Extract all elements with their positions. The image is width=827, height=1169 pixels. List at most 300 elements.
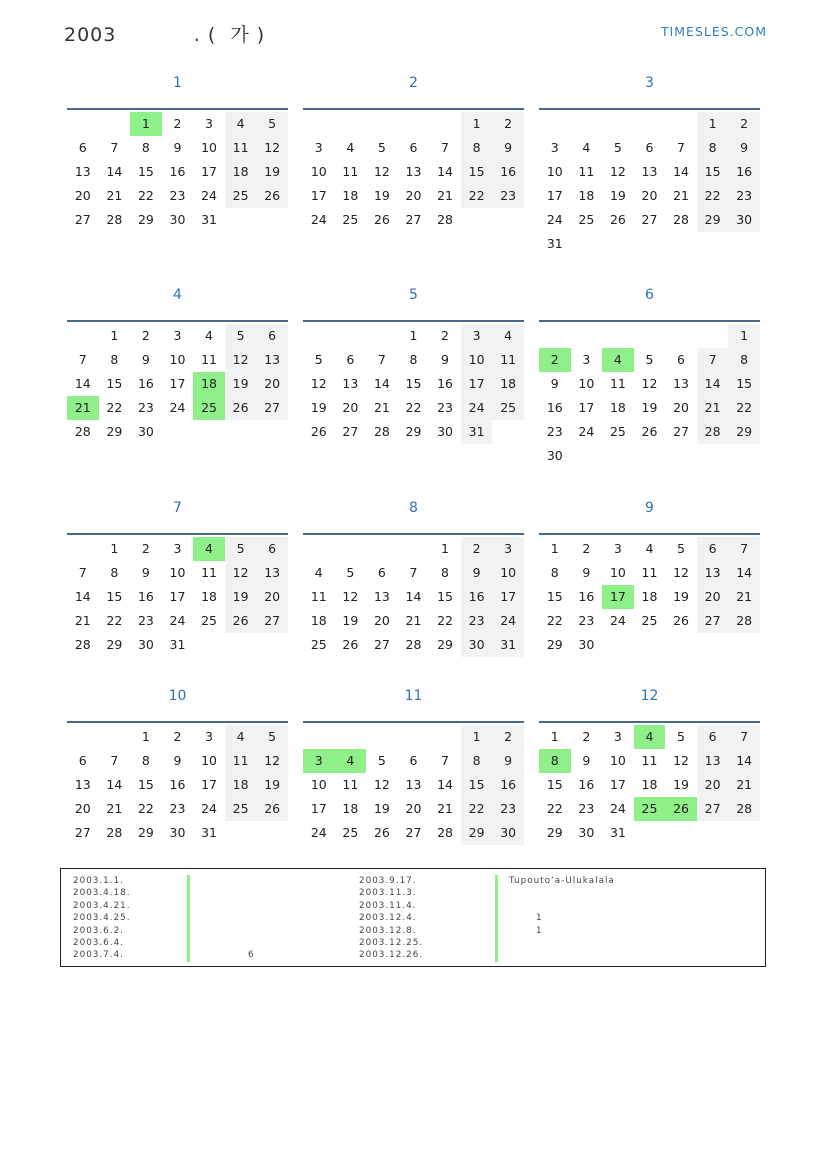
day-cell: 21 [728, 585, 760, 609]
legend-holiday-marker [495, 887, 498, 899]
month-grid [303, 721, 524, 845]
day-cell: 12 [256, 749, 288, 773]
day-cell-empty [67, 112, 99, 136]
day-cell: 29 [437, 637, 453, 652]
day-cell: 11 [609, 376, 626, 391]
day-cell: 13 [405, 777, 422, 792]
day-cell: 18 [641, 777, 658, 792]
day-cell: 9 [550, 376, 559, 391]
day-cell: 18 [201, 589, 217, 604]
day-cell: 12 [641, 376, 658, 391]
day-cell-empty [634, 324, 666, 348]
day-cell: 22 [437, 613, 453, 628]
day-cell: 18 [492, 372, 524, 396]
day-cell: 24 [169, 400, 186, 415]
day-cell-empty [335, 112, 367, 136]
day-cell: 29 [546, 825, 563, 840]
day-cell: 28 [373, 424, 390, 439]
day-cell: 17 [310, 801, 327, 816]
day-cell: 1 [728, 324, 760, 348]
day-cell: 13 [673, 376, 689, 391]
day-cell: 9 [582, 565, 591, 580]
day-cell: 24 [609, 613, 626, 628]
day-cell: 13 [641, 164, 658, 179]
day-cell-empty [303, 112, 335, 136]
day-cell: 14 [373, 376, 390, 391]
day-cell: 19 [310, 400, 327, 415]
day-cell: 28 [405, 637, 422, 652]
month-11 [303, 686, 524, 840]
day-cell: 8 [110, 565, 119, 580]
day-cell: 31 [201, 212, 217, 227]
legend-row [359, 900, 423, 912]
legend-date: 2003.6.2. [73, 925, 124, 936]
day-cell: 2 [141, 541, 150, 556]
day-cell: 24 [310, 825, 327, 840]
day-cell: 6 [677, 352, 685, 367]
legend-holiday-name: 1 [536, 913, 543, 924]
day-cell: 16 [546, 400, 563, 415]
day-cell-empty [697, 324, 729, 348]
legend-left-column [73, 875, 255, 962]
day-cell: 7 [441, 140, 449, 155]
day-cell-empty [303, 324, 335, 348]
month-4 [67, 285, 288, 439]
day-cell: 28 [106, 825, 123, 840]
legend-holiday-marker [187, 949, 190, 961]
day-cell: 20 [697, 773, 729, 797]
day-cell: 17 [310, 188, 327, 203]
holiday-day-cell: 8 [539, 749, 571, 773]
day-cell: 16 [169, 777, 186, 792]
day-cell: 14 [74, 376, 91, 391]
day-cell: 21 [437, 801, 453, 816]
day-cell: 28 [437, 825, 453, 840]
day-cell: 7 [377, 352, 386, 367]
month-10 [67, 686, 288, 840]
day-cell: 18 [342, 801, 359, 816]
day-cell: 27 [697, 797, 729, 821]
legend-date: 2003.12.8. [359, 925, 417, 936]
holiday-day-cell: 2 [539, 348, 571, 372]
day-cell: 22 [106, 613, 123, 628]
day-cell: 17 [169, 589, 186, 604]
day-cell: 7 [728, 537, 760, 561]
month-title: 10 [168, 688, 187, 704]
day-cell: 2 [492, 725, 524, 749]
month-7 [67, 498, 288, 652]
day-cell: 13 [256, 561, 288, 585]
day-cell: 26 [373, 212, 390, 227]
day-cell: 1 [409, 328, 418, 343]
day-cell-empty [571, 324, 603, 348]
day-cell: 16 [137, 589, 154, 604]
day-cell: 31 [492, 633, 524, 657]
day-cell: 24 [201, 188, 217, 203]
day-cell: 31 [609, 825, 626, 840]
day-cell: 9 [582, 753, 591, 768]
day-cell: 12 [225, 561, 257, 585]
day-cell: 7 [78, 565, 87, 580]
day-cell: 18 [342, 188, 359, 203]
day-cell: 2 [173, 116, 182, 131]
month-grid [67, 320, 288, 444]
day-cell: 7 [409, 565, 418, 580]
day-cell: 12 [673, 565, 689, 580]
day-cell: 30 [137, 637, 154, 652]
day-cell: 13 [342, 376, 359, 391]
day-cell-empty [99, 112, 131, 136]
day-cell: 12 [342, 589, 359, 604]
day-cell: 16 [728, 160, 760, 184]
day-cell: 29 [106, 424, 123, 439]
day-cell: 24 [169, 613, 186, 628]
day-cell: 14 [437, 777, 453, 792]
day-cell: 30 [437, 424, 453, 439]
day-cell: 8 [728, 348, 760, 372]
day-cell: 16 [492, 773, 524, 797]
day-cell: 6 [645, 140, 654, 155]
day-cell: 22 [546, 613, 563, 628]
day-cell: 12 [310, 376, 327, 391]
day-cell-empty [366, 537, 398, 561]
day-cell: 21 [728, 773, 760, 797]
day-cell: 11 [641, 753, 658, 768]
day-cell: 4 [314, 565, 323, 580]
legend-date: 2003.7.4. [73, 950, 124, 961]
day-cell: 10 [609, 753, 626, 768]
day-cell: 30 [578, 825, 595, 840]
day-cell: 7 [441, 753, 449, 768]
day-cell-empty [665, 324, 697, 348]
day-cell: 20 [342, 400, 359, 415]
day-cell: 10 [169, 565, 186, 580]
day-cell: 24 [492, 609, 524, 633]
day-cell: 14 [728, 561, 760, 585]
page-title: 2003 . ( 가 ) [64, 24, 266, 46]
day-cell: 15 [106, 376, 123, 391]
day-cell: 4 [645, 541, 654, 556]
day-cell: 20 [673, 400, 689, 415]
day-cell: 11 [201, 565, 217, 580]
day-cell: 23 [137, 613, 154, 628]
day-cell: 5 [377, 140, 386, 155]
day-cell: 30 [137, 424, 154, 439]
day-cell: 1 [550, 541, 559, 556]
day-cell: 8 [461, 136, 493, 160]
day-cell: 8 [461, 749, 493, 773]
holiday-day-cell: 25 [193, 396, 225, 420]
day-cell: 27 [641, 212, 658, 227]
day-cell: 21 [697, 396, 729, 420]
day-cell: 17 [492, 585, 524, 609]
day-cell: 11 [225, 749, 257, 773]
day-cell: 21 [673, 188, 689, 203]
day-cell: 18 [578, 188, 595, 203]
day-cell: 15 [546, 777, 563, 792]
month-5 [303, 285, 524, 439]
legend-holiday-marker [187, 937, 190, 949]
day-cell: 2 [173, 729, 182, 744]
day-cell: 1 [141, 729, 150, 744]
month-title: 8 [409, 500, 418, 516]
day-cell: 21 [106, 188, 123, 203]
day-cell: 4 [582, 140, 591, 155]
day-cell: 10 [492, 561, 524, 585]
day-cell: 16 [437, 376, 453, 391]
day-cell: 10 [461, 348, 493, 372]
day-cell: 19 [373, 801, 390, 816]
month-grid [539, 320, 760, 468]
day-cell-empty [539, 324, 571, 348]
day-cell: 22 [137, 801, 154, 816]
day-cell: 27 [74, 212, 91, 227]
day-cell: 24 [310, 212, 327, 227]
legend-holiday-marker [495, 937, 498, 949]
holiday-day-cell: 18 [193, 372, 225, 396]
day-cell: 9 [728, 136, 760, 160]
month-title: 5 [409, 287, 418, 303]
day-cell: 20 [405, 801, 422, 816]
month-grid [67, 533, 288, 657]
day-cell: 8 [550, 565, 559, 580]
day-cell-empty [398, 537, 430, 561]
day-cell: 16 [492, 160, 524, 184]
day-cell: 28 [728, 797, 760, 821]
day-cell: 31 [169, 637, 186, 652]
month-grid [539, 533, 760, 657]
day-cell: 14 [74, 589, 91, 604]
month-9 [539, 498, 760, 652]
day-cell-empty [303, 537, 335, 561]
day-cell: 14 [405, 589, 422, 604]
legend-date: 2003.4.21. [73, 900, 131, 911]
day-cell: 23 [578, 801, 595, 816]
day-cell: 5 [225, 537, 257, 561]
day-cell: 15 [437, 589, 453, 604]
day-cell: 17 [609, 777, 626, 792]
day-cell: 12 [373, 777, 390, 792]
month-title: 2 [409, 75, 418, 91]
legend-holiday-marker [495, 949, 498, 961]
month-title: 9 [645, 500, 654, 516]
day-cell: 20 [74, 188, 91, 203]
day-cell-empty [602, 324, 634, 348]
day-cell: 29 [546, 637, 563, 652]
day-cell: 26 [256, 797, 288, 821]
day-cell: 15 [106, 589, 123, 604]
day-cell: 19 [641, 400, 658, 415]
holiday-day-cell: 4 [193, 537, 225, 561]
day-cell-empty [429, 725, 461, 749]
day-cell: 27 [673, 424, 689, 439]
day-cell: 3 [550, 140, 559, 155]
day-cell: 18 [609, 400, 626, 415]
day-cell: 21 [373, 400, 390, 415]
day-cell: 6 [346, 352, 355, 367]
month-8 [303, 498, 524, 652]
day-cell: 29 [137, 825, 154, 840]
day-cell: 25 [310, 637, 327, 652]
legend-row [73, 900, 131, 912]
day-cell: 25 [225, 797, 257, 821]
day-cell: 17 [546, 188, 563, 203]
site-link[interactable]: TIMESLES.COM [660, 24, 767, 39]
day-cell: 30 [169, 212, 186, 227]
day-cell: 17 [201, 777, 217, 792]
day-cell: 14 [106, 777, 123, 792]
legend-holiday-marker [495, 925, 498, 937]
day-cell: 19 [342, 613, 359, 628]
day-cell: 18 [225, 160, 257, 184]
day-cell: 30 [169, 825, 186, 840]
day-cell: 3 [173, 541, 182, 556]
day-cell: 12 [609, 164, 626, 179]
legend-row [73, 887, 131, 899]
day-cell: 19 [609, 188, 626, 203]
day-cell: 8 [697, 136, 729, 160]
day-cell: 25 [342, 825, 359, 840]
day-cell: 26 [342, 637, 359, 652]
month-grid [303, 108, 524, 232]
month-2 [303, 73, 524, 227]
day-cell: 4 [492, 324, 524, 348]
legend-holiday-marker [187, 900, 190, 912]
legend-date: 2003.6.4. [73, 937, 124, 948]
day-cell: 15 [546, 589, 563, 604]
legend-holiday-marker [495, 900, 498, 912]
month-title: 7 [173, 500, 182, 516]
day-cell: 6 [409, 140, 418, 155]
day-cell-empty [539, 112, 571, 136]
day-cell: 5 [377, 753, 386, 768]
legend-holiday-name: 6 [248, 950, 255, 961]
day-cell: 10 [310, 164, 327, 179]
legend-row [359, 949, 423, 961]
month-title: 12 [640, 688, 659, 704]
day-cell: 11 [492, 348, 524, 372]
day-cell: 4 [346, 140, 355, 155]
holiday-day-cell: 1 [130, 112, 162, 136]
day-cell: 8 [141, 140, 150, 155]
day-cell: 10 [310, 777, 327, 792]
day-cell: 13 [74, 164, 91, 179]
day-cell: 4 [205, 328, 213, 343]
day-cell: 20 [697, 585, 729, 609]
holiday-day-cell: 4 [602, 348, 634, 372]
day-cell-empty [335, 324, 367, 348]
day-cell: 11 [225, 136, 257, 160]
day-cell: 21 [437, 188, 453, 203]
day-cell: 17 [201, 164, 217, 179]
day-cell-empty [67, 725, 99, 749]
day-cell: 27 [74, 825, 91, 840]
day-cell-empty [335, 537, 367, 561]
day-cell: 16 [461, 585, 493, 609]
month-6 [539, 285, 760, 463]
day-cell: 7 [728, 725, 760, 749]
day-cell: 5 [346, 565, 355, 580]
day-cell: 2 [441, 328, 449, 343]
month-title: 1 [173, 75, 182, 91]
month-grid [303, 533, 524, 657]
day-cell: 29 [461, 821, 493, 845]
day-cell: 13 [405, 164, 422, 179]
day-cell: 22 [137, 188, 154, 203]
day-cell: 23 [492, 184, 524, 208]
day-cell: 15 [461, 773, 493, 797]
month-grid [67, 108, 288, 232]
day-cell: 1 [461, 112, 493, 136]
month-title: 3 [645, 75, 654, 91]
day-cell: 15 [461, 160, 493, 184]
day-cell: 19 [673, 589, 689, 604]
day-cell: 24 [609, 801, 626, 816]
day-cell: 16 [578, 589, 595, 604]
day-cell: 12 [373, 164, 390, 179]
holiday-day-cell: 4 [335, 749, 367, 773]
day-cell: 1 [441, 541, 449, 556]
day-cell: 26 [225, 609, 257, 633]
day-cell-empty [67, 537, 99, 561]
day-cell: 9 [173, 753, 182, 768]
legend-row [359, 937, 423, 949]
day-cell: 12 [225, 348, 257, 372]
day-cell: 13 [256, 348, 288, 372]
legend-holiday-marker [495, 875, 498, 887]
day-cell: 1 [550, 729, 559, 744]
day-cell: 28 [673, 212, 689, 227]
month-title: 6 [645, 287, 654, 303]
day-cell: 2 [492, 112, 524, 136]
day-cell-empty [67, 324, 99, 348]
day-cell: 26 [310, 424, 327, 439]
day-cell: 28 [74, 424, 91, 439]
day-cell: 5 [314, 352, 323, 367]
day-cell: 25 [609, 424, 626, 439]
day-cell: 22 [405, 400, 422, 415]
day-cell: 28 [74, 637, 91, 652]
legend-right-column [359, 875, 615, 962]
day-cell: 1 [697, 112, 729, 136]
day-cell-empty [398, 112, 430, 136]
month-3 [539, 73, 760, 251]
day-cell: 3 [205, 729, 213, 744]
day-cell: 3 [314, 140, 323, 155]
day-cell: 2 [728, 112, 760, 136]
legend-holiday-marker [187, 875, 190, 887]
day-cell: 26 [641, 424, 658, 439]
day-cell: 23 [728, 184, 760, 208]
month-grid [303, 320, 524, 444]
day-cell: 3 [205, 116, 213, 131]
day-cell: 26 [609, 212, 626, 227]
day-cell: 24 [461, 396, 493, 420]
day-cell: 21 [74, 613, 91, 628]
month-grid [539, 721, 760, 845]
day-cell: 17 [169, 376, 186, 391]
day-cell: 22 [106, 400, 123, 415]
day-cell: 12 [256, 136, 288, 160]
holiday-legend [60, 868, 766, 967]
legend-date: 2003.4.18. [73, 888, 131, 899]
day-cell: 17 [578, 400, 595, 415]
day-cell: 20 [641, 188, 658, 203]
day-cell: 16 [137, 376, 154, 391]
day-cell: 1 [110, 541, 119, 556]
day-cell: 14 [106, 164, 123, 179]
day-cell: 23 [169, 801, 186, 816]
